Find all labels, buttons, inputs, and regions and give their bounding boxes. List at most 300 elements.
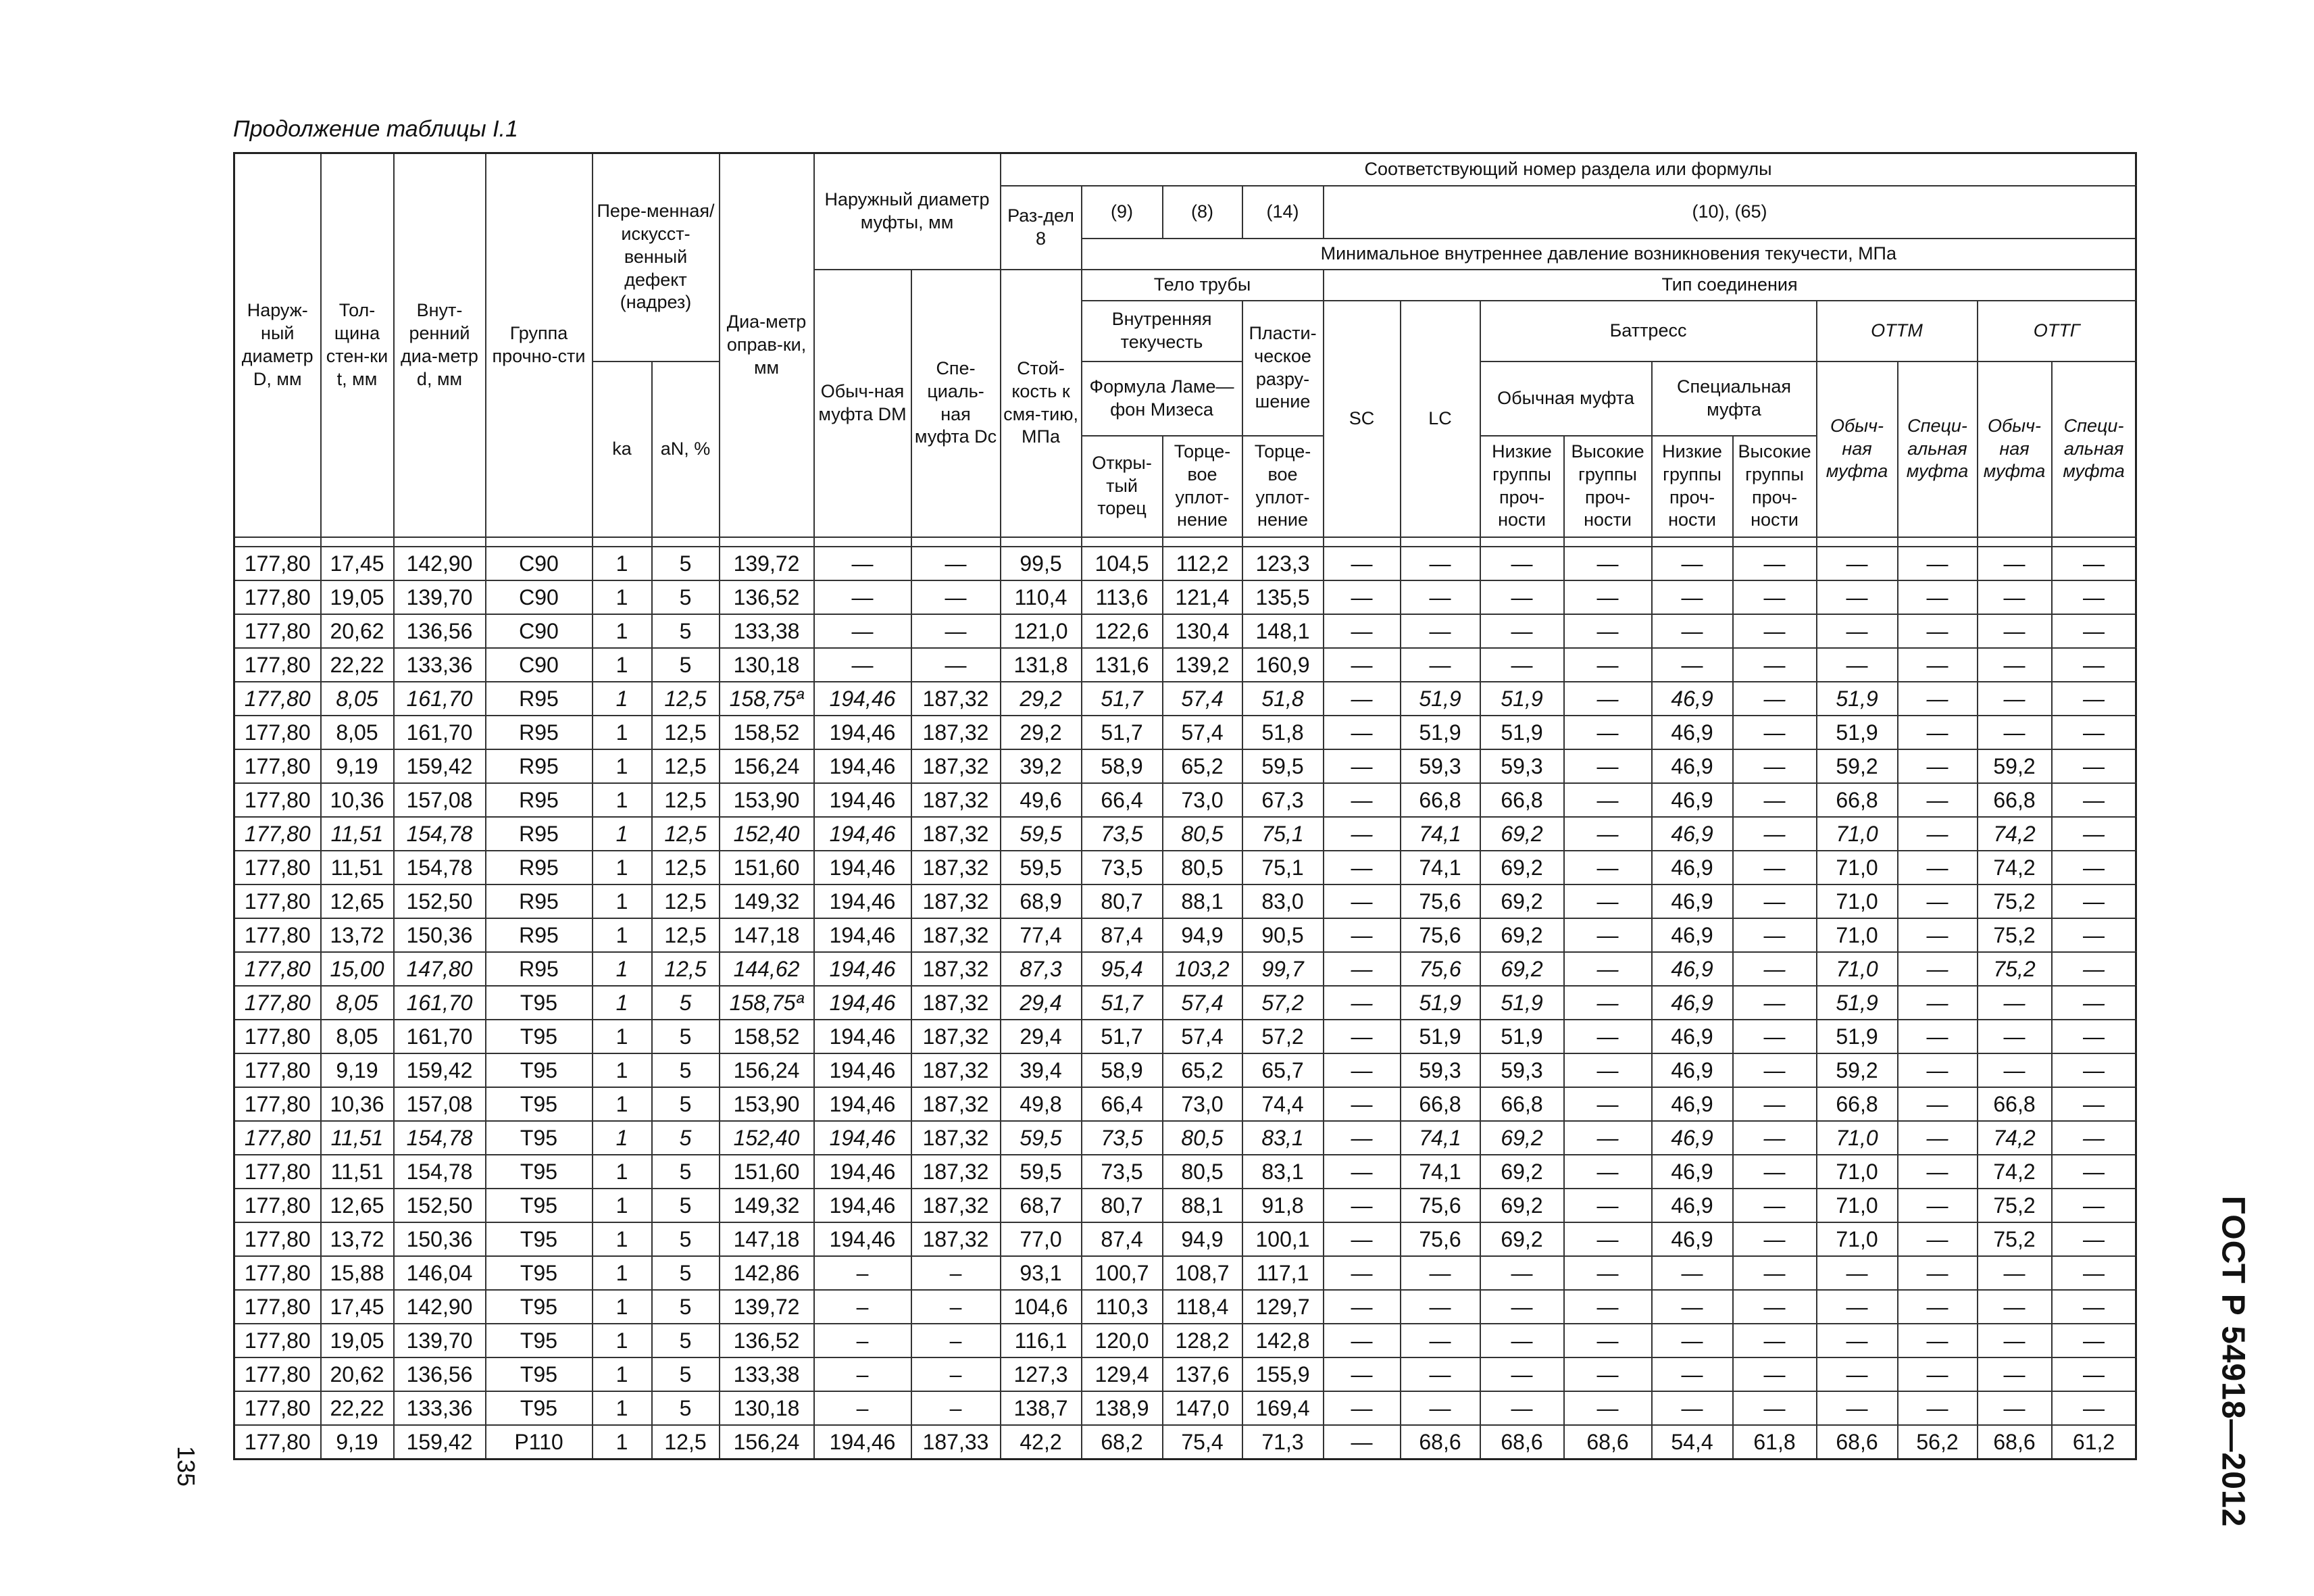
table-cell: — [911,547,1001,580]
table-cell: — [1652,1324,1733,1357]
table-cell: — [1898,952,1978,986]
table-cell: 29,4 [1001,986,1082,1020]
table-row [234,1425,2136,1460]
separator-cell [234,537,321,547]
table-cell: — [1817,580,1898,614]
table-cell: 12,5 [652,918,720,952]
table-cell: 59,2 [1817,749,1898,783]
table-cell: — [1733,1121,1817,1155]
table-cell: — [1733,1222,1817,1256]
data-table [233,152,2137,1460]
table-cell: — [1733,648,1817,682]
table-cell: 177,80 [234,952,321,986]
table-cell: — [1817,1391,1898,1425]
table-cell: 139,72 [720,1290,814,1324]
table-cell: 177,80 [234,1189,321,1222]
table-cell: 87,4 [1082,1222,1163,1256]
separator-cell [1898,537,1978,547]
header-buttress-regular: Обычная муфта [1480,361,1652,436]
table-cell: 46,9 [1652,986,1733,1020]
table-cell: 150,36 [394,918,486,952]
table-cell: — [1817,614,1898,648]
table-cell: 5 [652,580,720,614]
table-cell: 77,4 [1001,918,1082,952]
table-cell: T95 [486,1290,593,1324]
header-an: aN, % [652,361,720,537]
table-cell: 66,4 [1082,1087,1163,1121]
table-cell: — [1564,1256,1652,1290]
table-cell: – [814,1256,911,1290]
table-row [234,580,2136,614]
table-cell: 75,6 [1401,884,1480,918]
header-mandrel-diameter: Диа-метр оправ-ки, мм [720,153,814,537]
table-cell: 74,2 [1978,817,2052,851]
table-cell: 68,6 [1401,1425,1480,1460]
table-cell: 39,4 [1001,1053,1082,1087]
table-cell: 61,8 [1733,1425,1817,1460]
table-cell: — [1898,682,1978,716]
table-cell: 51,9 [1817,716,1898,749]
table-cell: 75,1 [1242,817,1324,851]
table-cell: 13,72 [321,1222,394,1256]
table-cell: R95 [486,918,593,952]
table-cell: 83,1 [1242,1155,1324,1189]
table-cell: 5 [652,1324,720,1357]
table-cell: 194,46 [814,817,911,851]
header-buttress: Баттресс [1480,301,1817,361]
table-cell: — [1978,1391,2052,1425]
table-cell: R95 [486,783,593,817]
table-cell: 46,9 [1652,1189,1733,1222]
table-cell: 187,32 [911,884,1001,918]
table-cell: — [2052,547,2136,580]
table-cell: — [1652,648,1733,682]
table-row [234,1189,2136,1222]
table-cell: — [1652,580,1733,614]
table-cell: 67,3 [1242,783,1324,817]
table-cell: 153,90 [720,1087,814,1121]
header-buttress-special: Специальная муфта [1652,361,1817,436]
table-cell: – [911,1391,1001,1425]
header-inner-diameter: Внут-ренний диа-метр d, мм [394,153,486,537]
separator-cell [1163,537,1242,547]
header-separator [234,537,2136,547]
table-cell: 133,38 [720,614,814,648]
table-cell: 121,4 [1163,580,1242,614]
table-cell: 147,0 [1163,1391,1242,1425]
table-cell: — [1733,1155,1817,1189]
table-row [234,547,2136,580]
table-cell: 187,32 [911,1121,1001,1155]
table-cell: — [1733,1087,1817,1121]
table-cell: — [1324,1256,1401,1290]
header-section8: Раз-дел 8 [1001,186,1082,270]
table-cell: 151,60 [720,1155,814,1189]
table-cell: 73,0 [1163,783,1242,817]
header-ottg-regular: Обыч-ная муфта [1978,361,2052,537]
table-cell: — [1733,614,1817,648]
table-cell: T95 [486,1222,593,1256]
table-cell: — [1324,614,1401,648]
table-cell: 51,9 [1480,682,1564,716]
table-cell: 187,33 [911,1425,1001,1460]
table-cell: 133,36 [394,1391,486,1425]
table-cell: — [1978,1256,2052,1290]
table-row [234,952,2136,986]
table-cell: 51,9 [1401,1020,1480,1053]
table-cell: — [1733,1020,1817,1053]
table-cell: 74,2 [1978,1121,2052,1155]
table-cell: 159,42 [394,1053,486,1087]
table-row [234,1155,2136,1189]
header-buttress-regular-low: Низкие группы проч-ности [1480,436,1564,537]
table-cell: — [2052,884,2136,918]
table-cell: 159,42 [394,1425,486,1460]
table-cell: — [2052,1087,2136,1121]
table-cell: — [1898,1324,1978,1357]
table-cell: 58,9 [1082,1053,1163,1087]
table-cell: — [911,614,1001,648]
table-cell: 66,8 [1401,783,1480,817]
table-cell: 123,3 [1242,547,1324,580]
table-cell: 177,80 [234,716,321,749]
table-cell: 19,05 [321,580,394,614]
table-cell: — [1652,1357,1733,1391]
table-cell: 75,6 [1401,1189,1480,1222]
table-cell: 94,9 [1163,1222,1242,1256]
table-cell: 177,80 [234,986,321,1020]
table-cell: 71,0 [1817,918,1898,952]
header-plastic-failure: Пласти-ческое разру-шение [1242,301,1324,436]
table-cell: 65,7 [1242,1053,1324,1087]
table-cell: 177,80 [234,1155,321,1189]
table-cell: 139,70 [394,580,486,614]
table-cell: 158,52 [720,1020,814,1053]
table-cell: 57,4 [1163,986,1242,1020]
table-cell: 112,2 [1163,547,1242,580]
table-cell: 158,75ª [720,986,814,1020]
table-cell: T95 [486,1324,593,1357]
table-cell: 69,2 [1480,817,1564,851]
table-cell: 194,46 [814,1155,911,1189]
header-strength-group: Группа прочно-сти [486,153,593,537]
table-cell: 1 [593,1425,652,1460]
table-cell: — [1898,1155,1978,1189]
table-row [234,1222,2136,1256]
table-cell: 71,3 [1242,1425,1324,1460]
table-cell: 5 [652,1189,720,1222]
table-cell: 8,05 [321,1020,394,1053]
table-cell: — [1401,1324,1480,1357]
table-cell: 161,70 [394,986,486,1020]
table-cell: — [1324,1290,1401,1324]
table-cell: – [814,1391,911,1425]
table-cell: T95 [486,1087,593,1121]
table-cell: 12,5 [652,783,720,817]
table-cell: 100,1 [1242,1222,1324,1256]
table-cell: 75,2 [1978,1222,2052,1256]
table-cell: — [2052,952,2136,986]
table-cell: 8,05 [321,682,394,716]
table-cell: 20,62 [321,1357,394,1391]
table-cell: 49,8 [1001,1087,1082,1121]
table-cell: 187,32 [911,1053,1001,1087]
table-row [234,1290,2136,1324]
table-cell: — [1324,918,1401,952]
table-cell: 5 [652,1087,720,1121]
table-cell: 66,8 [1401,1087,1480,1121]
header-buttress-special-high: Высокие группы проч-ности [1733,436,1817,537]
table-cell: — [2052,716,2136,749]
table-cell: 148,1 [1242,614,1324,648]
table-cell: 177,80 [234,1357,321,1391]
table-cell: — [1898,648,1978,682]
table-cell: 116,1 [1001,1324,1082,1357]
table-cell: 187,32 [911,817,1001,851]
table-cell: 71,0 [1817,884,1898,918]
table-cell: — [1564,952,1652,986]
table-cell: — [2052,1290,2136,1324]
table-cell: — [1324,716,1401,749]
table-cell: — [1564,918,1652,952]
table-cell: — [1324,986,1401,1020]
table-cell: 59,3 [1480,1053,1564,1087]
table-cell: 1 [593,1155,652,1189]
table-cell: 75,2 [1978,918,2052,952]
table-cell: 65,2 [1163,749,1242,783]
table-cell: 59,5 [1001,1121,1082,1155]
table-cell: 29,4 [1001,1020,1082,1053]
table-cell: — [1733,716,1817,749]
table-cell: — [1652,1391,1733,1425]
table-cell: 69,2 [1480,918,1564,952]
table-cell: — [1817,1290,1898,1324]
table-cell: 51,9 [1401,682,1480,716]
table-cell: 152,50 [394,884,486,918]
table-cell: — [2052,986,2136,1020]
table-cell: 151,60 [720,851,814,884]
table-cell: 71,0 [1817,1121,1898,1155]
table-cell: 177,80 [234,1020,321,1053]
table-cell: 59,5 [1242,749,1324,783]
table-cell: — [1564,1290,1652,1324]
table-cell: — [1480,1391,1564,1425]
table-cell: 142,90 [394,1290,486,1324]
table-cell: — [1733,1256,1817,1290]
table-cell: 194,46 [814,783,911,817]
table-row [234,682,2136,716]
table-row [234,1053,2136,1087]
table-cell: 194,46 [814,716,911,749]
header-formula-9: (9) [1082,186,1163,239]
table-cell: 73,5 [1082,851,1163,884]
table-cell: 51,7 [1082,986,1163,1020]
table-cell: 194,46 [814,1121,911,1155]
table-cell: 74,1 [1401,1121,1480,1155]
table-cell: 1 [593,1324,652,1357]
table-cell: R95 [486,952,593,986]
table-cell: R95 [486,749,593,783]
table-cell: — [1480,547,1564,580]
table-cell: — [1564,580,1652,614]
table-cell: 146,04 [394,1256,486,1290]
table-cell: T95 [486,1020,593,1053]
table-cell: — [1324,1189,1401,1222]
table-cell: 12,5 [652,1425,720,1460]
header-ottm-special: Специ-альная муфта [1898,361,1978,537]
table-cell: 46,9 [1652,1053,1733,1087]
table-cell: 80,7 [1082,1189,1163,1222]
table-cell: 69,2 [1480,1155,1564,1189]
table-cell: 110,4 [1001,580,1082,614]
table-cell: — [1817,1256,1898,1290]
table-cell: — [1817,648,1898,682]
table-cell: — [1564,1189,1652,1222]
table-cell: — [1733,749,1817,783]
table-cell: 51,7 [1082,716,1163,749]
table-cell: 177,80 [234,918,321,952]
table-cell: — [1817,1324,1898,1357]
table-cell: 80,5 [1163,1155,1242,1189]
table-cell: — [1733,547,1817,580]
table-cell: 136,52 [720,580,814,614]
table-cell: — [1733,884,1817,918]
table-cell: 187,32 [911,682,1001,716]
table-cell: — [1733,1290,1817,1324]
table-cell: 161,70 [394,682,486,716]
table-cell: 187,32 [911,749,1001,783]
table-cell: — [1324,1020,1401,1053]
table-cell: 1 [593,1020,652,1053]
table-cell: 5 [652,1053,720,1087]
table-cell: — [2052,580,2136,614]
table-cell: — [1564,1391,1652,1425]
table-cell: 147,18 [720,1222,814,1256]
table-cell: 69,2 [1480,1189,1564,1222]
table-cell: 51,8 [1242,716,1324,749]
table-cell: 130,18 [720,1391,814,1425]
table-cell: — [1898,1020,1978,1053]
table-cell: 11,51 [321,1155,394,1189]
table-cell: 154,78 [394,851,486,884]
table-cell: – [814,1357,911,1391]
table-cell: — [1564,716,1652,749]
header-collapse-resistance: Стой-кость к смя-тию, МПа [1001,270,1082,537]
table-cell: 87,3 [1001,952,1082,986]
table-cell: 46,9 [1652,749,1733,783]
header-ottm-regular: Обыч-ная муфта [1817,361,1898,537]
table-cell: 51,9 [1817,986,1898,1020]
table-cell: — [1733,1189,1817,1222]
table-cell: — [1817,547,1898,580]
header-formula-14: (14) [1242,186,1324,239]
table-cell: 46,9 [1652,952,1733,986]
table-cell: 142,8 [1242,1324,1324,1357]
table-cell: — [1564,1324,1652,1357]
table-cell: 71,0 [1817,1155,1898,1189]
header-outer-diameter: Наруж-ный диаметр D, мм [234,153,321,537]
table-cell: 5 [652,1357,720,1391]
table-cell: — [1733,817,1817,851]
table-cell: 1 [593,1053,652,1087]
table-cell: 1 [593,1222,652,1256]
table-cell: — [1324,884,1401,918]
table-cell: 157,08 [394,1087,486,1121]
table-cell: T95 [486,1121,593,1155]
table-cell: 51,9 [1480,1020,1564,1053]
table-cell: — [2052,1020,2136,1053]
table-cell: — [1898,1290,1978,1324]
table-cell: 75,2 [1978,1189,2052,1222]
table-cell: 1 [593,547,652,580]
table-cell: 121,0 [1001,614,1082,648]
table-cell: 1 [593,580,652,614]
header-sc: SC [1324,301,1401,537]
table-cell: 161,70 [394,716,486,749]
table-cell: – [814,1324,911,1357]
table-cell: 1 [593,1121,652,1155]
table-cell: 11,51 [321,1121,394,1155]
table-cell: 51,8 [1242,682,1324,716]
separator-cell [1652,537,1733,547]
table-cell: 5 [652,648,720,682]
table-cell: 118,4 [1163,1290,1242,1324]
table-cell: 139,2 [1163,648,1242,682]
table-cell: 131,6 [1082,648,1163,682]
table-cell: 194,46 [814,986,911,1020]
table-cell: — [1564,986,1652,1020]
table-cell: 177,80 [234,682,321,716]
separator-cell [321,537,394,547]
table-cell: — [1401,580,1480,614]
header-formula-10-65: (10), (65) [1324,186,2136,239]
table-cell: 177,80 [234,1425,321,1460]
table-cell: — [1733,580,1817,614]
table-cell: — [1652,614,1733,648]
table-cell: 139,70 [394,1324,486,1357]
separator-cell [1001,537,1082,547]
table-cell: 136,52 [720,1324,814,1357]
table-cell: R95 [486,682,593,716]
table-cell: — [1733,1324,1817,1357]
table-cell: — [2052,1155,2136,1189]
header-corresponding-section: Соответствующий номер раздела или формулы [1001,153,2136,186]
table-cell: — [1652,547,1733,580]
table-cell: — [1733,1053,1817,1087]
table-caption: Продолжение таблицы I.1 [233,116,518,142]
table-cell: 194,46 [814,682,911,716]
table-cell: 5 [652,1290,720,1324]
table-cell: — [1978,1290,2052,1324]
table-cell: 61,2 [2052,1425,2136,1460]
separator-cell [394,537,486,547]
table-cell: 74,2 [1978,1155,2052,1189]
header-pipe-body: Тело трубы [1082,270,1324,301]
table-cell: — [1324,580,1401,614]
table-cell: 71,0 [1817,851,1898,884]
table-cell: 69,2 [1480,1121,1564,1155]
table-cell: — [1401,1290,1480,1324]
table-cell: — [1898,1222,1978,1256]
table-cell: — [814,580,911,614]
table-cell: T95 [486,1256,593,1290]
header-ottg-special: Специ-альная муфта [2052,361,2136,537]
table-cell: 147,18 [720,918,814,952]
table-cell: — [1480,1357,1564,1391]
table-cell: — [1733,1357,1817,1391]
table-cell: 130,18 [720,648,814,682]
table-cell: 147,80 [394,952,486,986]
